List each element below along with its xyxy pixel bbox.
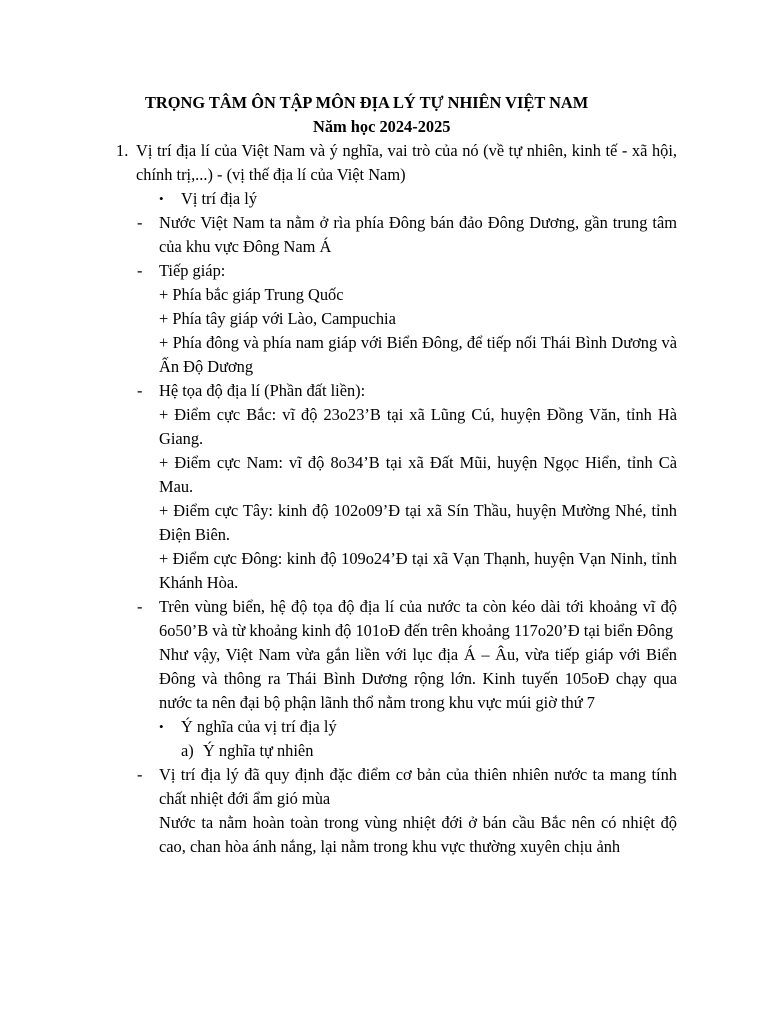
document-title: TRỌNG TÂM ÔN TẬP MÔN ĐỊA LÝ TỰ NHIÊN VIỆT NAM: [145, 93, 589, 112]
dash-marker: -: [137, 765, 143, 784]
bullet-icon: •: [159, 719, 164, 734]
sub-item: + Điểm cực Bắc: vĩ độ 23o23’B tại xã Lũng Cú, huyện Đồng Văn, tỉnh Hà Giang.: [159, 405, 677, 448]
section-1: [0, 139, 677, 187]
bullet-item: [0, 715, 677, 739]
dash-item: [0, 211, 677, 259]
alpha-item: [0, 739, 677, 763]
alpha-marker: a): [181, 741, 194, 760]
dash-text: Vị trí địa lý đã quy định đặc điểm cơ bản của thiên nhiên nước ta mang tính chất nhiệt đới ẩm gió mùa: [159, 765, 677, 808]
sub-item: + Phía đông và phía nam giáp với Biển Đông, để tiếp nối Thái Bình Dương và Ấn Độ Dương: [159, 333, 677, 376]
dash-item: [0, 763, 677, 811]
document-subtitle: Năm học 2024-2025: [313, 117, 451, 136]
dash-item: [0, 595, 677, 643]
dash-marker: -: [137, 261, 143, 280]
alpha-text: Ý nghĩa tự nhiên: [203, 741, 314, 760]
sub-item: + Điểm cực Đông: kinh độ 109o24’Đ tại xã Vạn Thạnh, huyện Vạn Ninh, tỉnh Khánh Hòa.: [159, 549, 677, 592]
sub-item: + Điểm cực Nam: vĩ độ 8o34’B tại xã Đất Mũi, huyện Ngọc Hiển, tỉnh Cà Mau.: [159, 453, 677, 496]
sub-item: + Phía tây giáp với Lào, Campuchia: [159, 309, 396, 328]
document-body: [0, 91, 768, 859]
dash-text: Tiếp giáp:: [159, 261, 226, 280]
dash-text: Trên vùng biển, hệ độ tọa độ địa lí của nước ta còn kéo dài tới khoảng vĩ độ 6o50’B và từ khoảng kinh độ 101oĐ đến trên khoảng 117o20’Đ tại biển Đông: [159, 597, 677, 640]
bullet-text: Ý nghĩa của vị trí địa lý: [181, 717, 337, 736]
list-number: 1.: [116, 141, 129, 160]
dash-text: Hệ tọa độ địa lí (Phần đất liền):: [159, 381, 366, 400]
bullet-text: Vị trí địa lý: [181, 189, 258, 208]
sub-item: + Phía bắc giáp Trung Quốc: [159, 285, 344, 304]
dash-item: [0, 259, 677, 283]
dash-marker: -: [137, 597, 143, 616]
section-1-text: Vị trí địa lí của Việt Nam và ý nghĩa, vai trò của nó (về tự nhiên, kinh tế - xã hội, chính trị,...) - (vị thế địa lí của Việt Nam): [136, 141, 677, 184]
bullet-item: [0, 187, 677, 211]
paragraph: Như vậy, Việt Nam vừa gắn liền với lục địa Á – Âu, vừa tiếp giáp với Biển Đông và thông ra Thái Bình Dương rộng lớn. Kinh tuyến 105oĐ chạy qua nước ta nên đại bộ phận lãnh thổ nằm trong khu vực múi giờ thứ 7: [159, 645, 677, 712]
paragraph: Nước ta nằm hoàn toàn trong vùng nhiệt đới ở bán cầu Bắc nên có nhiệt độ cao, chan hòa ánh nắng, lại nằm trong khu vực thường xuyên chịu ảnh: [159, 813, 677, 856]
dash-item: [0, 379, 677, 403]
dash-marker: -: [137, 213, 143, 232]
dash-text: Nước Việt Nam ta nằm ở rìa phía Đông bán đảo Đông Dương, gần trung tâm của khu vực Đông Nam Á: [159, 213, 677, 256]
bullet-icon: •: [159, 191, 164, 206]
sub-item: + Điểm cực Tây: kinh độ 102o09’Đ tại xã Sín Thầu, huyện Mường Nhé, tỉnh Điện Biên.: [159, 501, 677, 544]
dash-marker: -: [137, 381, 143, 400]
